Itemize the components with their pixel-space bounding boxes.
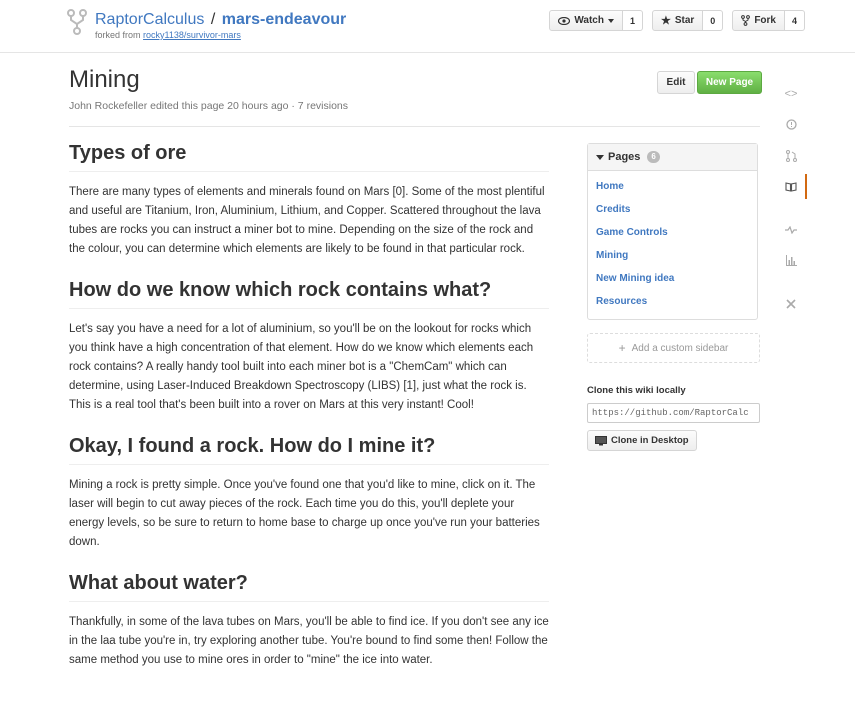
chevron-down-icon bbox=[608, 19, 614, 23]
fork-group bbox=[732, 10, 805, 31]
page-meta: John Rockefeller edited this page 20 hours ago · 7 revisions bbox=[69, 100, 348, 112]
clone-desktop-button[interactable] bbox=[587, 430, 697, 451]
star-button[interactable] bbox=[652, 10, 703, 31]
repo-name-link[interactable]: mars-endeavour bbox=[221, 11, 347, 28]
page-link-game-controls[interactable]: Game Controls bbox=[596, 227, 668, 238]
forked-prefix: forked from bbox=[95, 30, 141, 40]
forked-from-link[interactable]: rocky1138/survivor-mars bbox=[143, 30, 241, 40]
pages-box bbox=[587, 143, 758, 320]
section-paragraph: Mining a rock is pretty simple. Once you've found one that you'd like to mine, click on it. The laser will begin to cut away pieces of the rock. Each time you do this, you'll deplete your energy levels, so be sure to return to home base to charge up once you've run your batteries down. bbox=[69, 479, 540, 548]
graphs-icon[interactable] bbox=[777, 245, 805, 276]
star-label: Star bbox=[674, 15, 695, 26]
page-link-mining[interactable]: Mining bbox=[596, 250, 629, 261]
triangle-down-icon bbox=[596, 155, 604, 160]
fork-repo-icon bbox=[67, 9, 87, 35]
clone-label: Clone this wiki locally bbox=[587, 385, 686, 396]
desktop-icon bbox=[595, 436, 607, 446]
repo-separator: / bbox=[210, 11, 216, 28]
pages-count-badge: 6 bbox=[647, 151, 659, 163]
clone-desktop-label: Clone in Desktop bbox=[611, 435, 689, 446]
page-link-resources[interactable]: Resources bbox=[596, 296, 648, 307]
watch-button[interactable] bbox=[549, 10, 623, 31]
repo-owner-link[interactable]: RaptorCalculus bbox=[95, 11, 205, 28]
page-link-credits[interactable]: Credits bbox=[596, 204, 631, 215]
page-link-home[interactable]: Home bbox=[596, 181, 624, 192]
fork-label: Fork bbox=[754, 15, 776, 26]
issues-icon[interactable] bbox=[777, 109, 805, 140]
add-custom-sidebar[interactable] bbox=[587, 333, 760, 363]
wiki-icon[interactable] bbox=[777, 171, 805, 202]
pages-toggle[interactable] bbox=[588, 144, 757, 171]
settings-icon[interactable] bbox=[777, 288, 805, 319]
repo-actions bbox=[549, 10, 805, 31]
code-icon[interactable]: <> bbox=[784, 87, 798, 100]
repo-title bbox=[95, 11, 346, 29]
pages-label: Pages bbox=[608, 151, 641, 163]
pages-list bbox=[588, 171, 757, 319]
divider bbox=[69, 126, 760, 127]
section-heading: Types of ore bbox=[69, 142, 549, 172]
star-icon: ★ bbox=[660, 15, 671, 27]
fork-icon bbox=[741, 15, 750, 26]
add-custom-sidebar-label: Add a custom sidebar bbox=[631, 342, 729, 354]
page-title: Mining bbox=[69, 66, 140, 93]
section-heading: What about water? bbox=[69, 572, 549, 602]
watch-group bbox=[549, 10, 643, 31]
section-heading: How do we know which rock contains what? bbox=[69, 279, 549, 309]
page-link-new-mining-idea[interactable]: New Mining idea bbox=[596, 273, 675, 284]
wiki-content bbox=[69, 138, 549, 670]
watch-count[interactable]: 1 bbox=[623, 10, 643, 31]
star-count[interactable]: 0 bbox=[703, 10, 723, 31]
section-heading: Okay, I found a rock. How do I mine it? bbox=[69, 435, 549, 465]
fork-button[interactable] bbox=[732, 10, 785, 31]
new-page-button[interactable]: New Page bbox=[697, 71, 762, 94]
section-paragraph: Let's say you have a need for a lot of aluminium, so you'll be on the lookout for rocks which you think have a high concentration of that element. How do we know which elements each rock contains? A really handy tool built into each miner bot is a "ChemCam" which can determine, using Laser-Induced Breakdown Spectroscopy (LIBS) [1], just what the rock is. This is a real tool that's been built into a rover on Mars at this very instant! Cool! bbox=[69, 323, 534, 411]
clone-url-input[interactable]: https://github.com/RaptorCalc bbox=[587, 403, 760, 423]
pull-request-icon[interactable] bbox=[777, 140, 805, 171]
edit-button[interactable]: Edit bbox=[657, 71, 695, 94]
eye-icon bbox=[558, 17, 570, 25]
watch-label: Watch bbox=[574, 15, 604, 26]
pulse-icon[interactable] bbox=[777, 214, 805, 245]
forked-from bbox=[95, 30, 241, 40]
section-paragraph: There are many types of elements and minerals found on Mars [0]. Some of the most plentiful and useful are Titanium, Iron, Aluminium, Lithium, and Copper. Scattered throughout the lava tubes are rocks you can instruct a miner bot to mine. Depending on the size of the rock and the colour, you can determine which elements are likely to be found in that particular rock. bbox=[69, 186, 545, 255]
nav-gap bbox=[777, 202, 805, 214]
plus-icon: + bbox=[618, 341, 626, 355]
fork-count[interactable]: 4 bbox=[785, 10, 805, 31]
nav-gap bbox=[777, 276, 805, 288]
section-paragraph: Thankfully, in some of the lava tubes on Mars, you'll be able to find ice. If you don't see any ice in the laa tube you're in, try exploring another tube. You're bound to find some then! Follow the same method you use to mine ores in order to "mine" the ice into water. bbox=[69, 616, 549, 666]
repo-nav bbox=[777, 78, 805, 319]
star-group bbox=[652, 10, 723, 31]
wiki-sidebar bbox=[587, 143, 758, 320]
repo-header bbox=[0, 0, 855, 53]
